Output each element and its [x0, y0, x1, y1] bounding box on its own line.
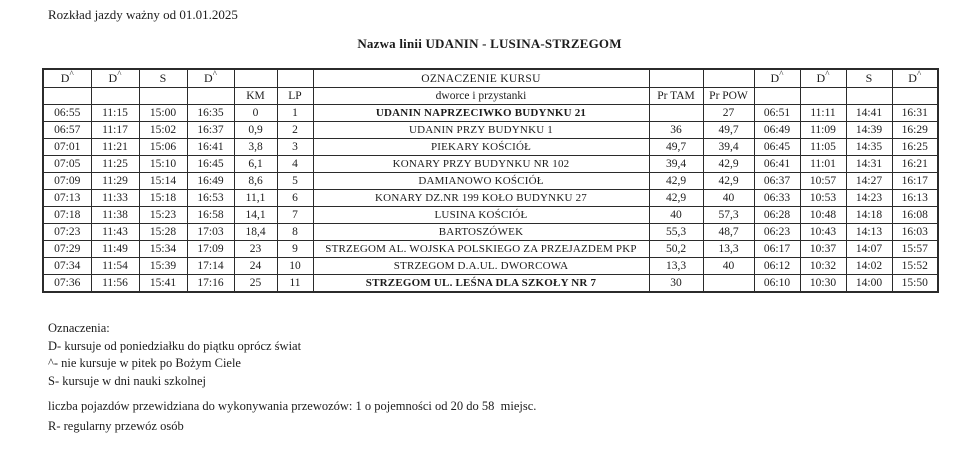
outbound-time-cell: 11:21	[91, 139, 139, 156]
pr-tam-cell: 42,9	[649, 173, 703, 190]
return-time-cell: 14:35	[846, 139, 892, 156]
return-time-cell: 10:37	[800, 241, 846, 258]
table-row	[43, 207, 938, 224]
regular-transport-note: R- regularny przewóz osób	[48, 419, 184, 433]
pr-tam-cell: 40	[649, 207, 703, 224]
lp-cell: 10	[277, 258, 313, 275]
outbound-time-cell: 16:37	[187, 122, 234, 139]
return-time-cell: 10:43	[800, 224, 846, 241]
return-time-cell: 06:17	[754, 241, 800, 258]
outbound-time-cell: 15:41	[139, 275, 187, 293]
day-code-header: D^	[91, 69, 139, 88]
return-time-cell: 16:25	[892, 139, 938, 156]
stop-name-cell: BARTOSZÓWEK	[313, 224, 649, 241]
return-time-cell: 16:29	[892, 122, 938, 139]
return-time-cell: 11:01	[800, 156, 846, 173]
outbound-time-cell: 07:34	[43, 258, 91, 275]
return-time-cell: 11:05	[800, 139, 846, 156]
empty-header-cell	[139, 88, 187, 105]
empty-header-cell	[43, 88, 91, 105]
outbound-time-cell: 11:56	[91, 275, 139, 293]
return-time-cell: 06:28	[754, 207, 800, 224]
empty-header-cell	[234, 69, 277, 88]
empty-header-cell	[800, 88, 846, 105]
lp-cell: 3	[277, 139, 313, 156]
table-row	[43, 275, 938, 293]
outbound-time-cell: 07:09	[43, 173, 91, 190]
return-time-cell: 14:07	[846, 241, 892, 258]
return-time-cell: 14:27	[846, 173, 892, 190]
pr-tam-cell: 50,2	[649, 241, 703, 258]
legend-item: S- kursuje w dni nauki szkolnej	[48, 373, 206, 388]
return-time-cell: 10:53	[800, 190, 846, 207]
pr-tam-header: Pr TAM	[649, 88, 703, 105]
outbound-time-cell: 11:17	[91, 122, 139, 139]
pr-pow-cell: 27	[703, 105, 754, 122]
pr-pow-cell: 48,7	[703, 224, 754, 241]
pr-tam-cell: 49,7	[649, 139, 703, 156]
outbound-time-cell: 17:03	[187, 224, 234, 241]
return-time-cell: 15:50	[892, 275, 938, 293]
pr-pow-header: Pr POW	[703, 88, 754, 105]
empty-header-cell	[703, 69, 754, 88]
return-time-cell: 06:51	[754, 105, 800, 122]
header-row-column-labels	[43, 88, 938, 105]
return-time-cell: 06:41	[754, 156, 800, 173]
outbound-time-cell: 07:05	[43, 156, 91, 173]
outbound-time-cell: 15:14	[139, 173, 187, 190]
return-time-cell: 06:37	[754, 173, 800, 190]
km-cell: 24	[234, 258, 277, 275]
legend-block	[48, 320, 301, 390]
return-time-cell: 10:32	[800, 258, 846, 275]
empty-header-cell	[846, 88, 892, 105]
return-time-cell: 06:12	[754, 258, 800, 275]
outbound-time-cell: 16:53	[187, 190, 234, 207]
lp-cell: 8	[277, 224, 313, 241]
outbound-time-cell: 15:02	[139, 122, 187, 139]
outbound-time-cell: 15:23	[139, 207, 187, 224]
outbound-time-cell: 16:45	[187, 156, 234, 173]
return-time-cell: 14:39	[846, 122, 892, 139]
empty-header-cell	[91, 88, 139, 105]
outbound-time-cell: 15:34	[139, 241, 187, 258]
outbound-time-cell: 16:58	[187, 207, 234, 224]
table-row	[43, 241, 938, 258]
day-code-header: D^	[43, 69, 91, 88]
timetable	[42, 68, 939, 293]
stop-name-cell: LUSINA KOŚCIÓŁ	[313, 207, 649, 224]
km-cell: 0,9	[234, 122, 277, 139]
empty-header-cell	[892, 88, 938, 105]
validity-note: Rozkład jazdy ważny od 01.01.2025	[48, 7, 238, 22]
outbound-time-cell: 16:35	[187, 105, 234, 122]
pr-tam-cell: 13,3	[649, 258, 703, 275]
footer-block	[48, 396, 536, 436]
km-cell: 18,4	[234, 224, 277, 241]
return-time-cell: 06:23	[754, 224, 800, 241]
outbound-time-cell: 15:10	[139, 156, 187, 173]
return-time-cell: 15:52	[892, 258, 938, 275]
return-time-cell: 10:48	[800, 207, 846, 224]
capacity-note: liczba pojazdów przewidziana do wykonywania przewozów: 1 o pojemności od 20 do 58 miejsc.	[48, 399, 537, 413]
outbound-time-cell: 11:15	[91, 105, 139, 122]
lp-cell: 2	[277, 122, 313, 139]
page-title: Nazwa linii UDANIN - LUSINA-STRZEGOM	[357, 36, 622, 51]
day-code-header: S	[139, 69, 187, 88]
outbound-time-cell: 11:38	[91, 207, 139, 224]
pr-pow-cell: 49,7	[703, 122, 754, 139]
pr-pow-cell: 39,4	[703, 139, 754, 156]
empty-header-cell	[649, 69, 703, 88]
km-cell: 6,1	[234, 156, 277, 173]
day-code-header: D^	[800, 69, 846, 88]
table-row	[43, 173, 938, 190]
stop-name-cell: KONARY DZ.NR 199 KOŁO BUDYNKU 27	[313, 190, 649, 207]
outbound-time-cell: 15:18	[139, 190, 187, 207]
km-cell: 8,6	[234, 173, 277, 190]
empty-header-cell	[277, 69, 313, 88]
pr-tam-cell: 42,9	[649, 190, 703, 207]
stop-name-cell: UDANIN PRZY BUDYNKU 1	[313, 122, 649, 139]
km-cell: 11,1	[234, 190, 277, 207]
outbound-time-cell: 07:18	[43, 207, 91, 224]
return-time-cell: 11:11	[800, 105, 846, 122]
outbound-time-cell: 07:29	[43, 241, 91, 258]
outbound-time-cell: 11:54	[91, 258, 139, 275]
km-cell: 25	[234, 275, 277, 293]
outbound-time-cell: 06:55	[43, 105, 91, 122]
day-code-header: D^	[187, 69, 234, 88]
lp-cell: 6	[277, 190, 313, 207]
return-time-cell: 14:02	[846, 258, 892, 275]
pr-pow-cell: 42,9	[703, 173, 754, 190]
return-time-cell: 15:57	[892, 241, 938, 258]
pr-pow-cell: 57,3	[703, 207, 754, 224]
return-time-cell: 14:31	[846, 156, 892, 173]
return-time-cell: 10:57	[800, 173, 846, 190]
outbound-time-cell: 11:43	[91, 224, 139, 241]
stop-name-cell: PIEKARY KOŚCIÓŁ	[313, 139, 649, 156]
return-time-cell: 06:10	[754, 275, 800, 293]
table-row	[43, 224, 938, 241]
day-code-header: D^	[892, 69, 938, 88]
lp-cell: 5	[277, 173, 313, 190]
pr-tam-cell: 30	[649, 275, 703, 293]
lp-cell: 9	[277, 241, 313, 258]
pr-tam-cell: 39,4	[649, 156, 703, 173]
return-time-cell: 14:18	[846, 207, 892, 224]
outbound-time-cell: 16:41	[187, 139, 234, 156]
pr-tam-cell	[649, 105, 703, 122]
outbound-time-cell: 06:57	[43, 122, 91, 139]
table-row	[43, 258, 938, 275]
lp-cell: 7	[277, 207, 313, 224]
outbound-time-cell: 15:39	[139, 258, 187, 275]
outbound-time-cell: 07:01	[43, 139, 91, 156]
km-header: KM	[234, 88, 277, 105]
return-time-cell: 16:08	[892, 207, 938, 224]
table-row	[43, 139, 938, 156]
outbound-time-cell: 07:13	[43, 190, 91, 207]
return-time-cell: 16:31	[892, 105, 938, 122]
lp-cell: 1	[277, 105, 313, 122]
km-cell: 23	[234, 241, 277, 258]
return-time-cell: 14:00	[846, 275, 892, 293]
lp-cell: 4	[277, 156, 313, 173]
return-time-cell: 06:33	[754, 190, 800, 207]
timetable-body	[43, 105, 938, 293]
table-row	[43, 122, 938, 139]
pr-tam-cell: 55,3	[649, 224, 703, 241]
stop-name-cell: STRZEGOM D.A.UL. DWORCOWA	[313, 258, 649, 275]
lp-header: LP	[277, 88, 313, 105]
outbound-time-cell: 15:28	[139, 224, 187, 241]
stop-name-cell: STRZEGOM UL. LEŚNA DLA SZKOŁY NR 7	[313, 275, 649, 293]
return-time-cell: 11:09	[800, 122, 846, 139]
outbound-time-cell: 11:49	[91, 241, 139, 258]
day-code-header: D^	[754, 69, 800, 88]
stop-name-cell: DAMIANOWO KOŚCIÓŁ	[313, 173, 649, 190]
table-row	[43, 105, 938, 122]
outbound-time-cell: 15:06	[139, 139, 187, 156]
return-time-cell: 14:13	[846, 224, 892, 241]
km-cell: 14,1	[234, 207, 277, 224]
return-time-cell: 16:03	[892, 224, 938, 241]
return-time-cell: 06:45	[754, 139, 800, 156]
course-designation-header: OZNACZENIE KURSU	[313, 69, 649, 88]
stop-name-cell: KONARY PRZY BUDYNKU NR 102	[313, 156, 649, 173]
lp-cell: 11	[277, 275, 313, 293]
outbound-time-cell: 17:14	[187, 258, 234, 275]
pr-tam-cell: 36	[649, 122, 703, 139]
stop-name-cell: UDANIN NAPRZECIWKO BUDYNKU 21	[313, 105, 649, 122]
return-time-cell: 10:30	[800, 275, 846, 293]
stops-header: dworce i przystanki	[313, 88, 649, 105]
pr-pow-cell: 40	[703, 258, 754, 275]
outbound-time-cell: 11:25	[91, 156, 139, 173]
pr-pow-cell: 42,9	[703, 156, 754, 173]
pr-pow-cell	[703, 275, 754, 293]
empty-header-cell	[754, 88, 800, 105]
outbound-time-cell: 11:29	[91, 173, 139, 190]
pr-pow-cell: 40	[703, 190, 754, 207]
km-cell: 3,8	[234, 139, 277, 156]
return-time-cell: 16:17	[892, 173, 938, 190]
outbound-time-cell: 15:00	[139, 105, 187, 122]
empty-header-cell	[187, 88, 234, 105]
km-cell: 0	[234, 105, 277, 122]
return-time-cell: 16:21	[892, 156, 938, 173]
legend-item: D- kursuje od poniedziałku do piątku oprócz świat	[48, 338, 302, 353]
return-time-cell: 14:23	[846, 190, 892, 207]
table-row	[43, 190, 938, 207]
legend-heading: Oznaczenia:	[48, 321, 110, 335]
outbound-time-cell: 17:09	[187, 241, 234, 258]
day-code-header: S	[846, 69, 892, 88]
outbound-time-cell: 11:33	[91, 190, 139, 207]
return-time-cell: 14:41	[846, 105, 892, 122]
header-row-day-codes	[43, 69, 938, 88]
legend-item: ^- nie kursuje w pitek po Bożym Ciele	[48, 356, 241, 370]
timetable-header	[43, 69, 938, 105]
return-time-cell: 06:49	[754, 122, 800, 139]
pr-pow-cell: 13,3	[703, 241, 754, 258]
outbound-time-cell: 16:49	[187, 173, 234, 190]
outbound-time-cell: 17:16	[187, 275, 234, 293]
stop-name-cell: STRZEGOM AL. WOJSKA POLSKIEGO ZA PRZEJAZDEM PKP	[313, 241, 649, 258]
outbound-time-cell: 07:36	[43, 275, 91, 293]
table-row	[43, 156, 938, 173]
return-time-cell: 16:13	[892, 190, 938, 207]
outbound-time-cell: 07:23	[43, 224, 91, 241]
